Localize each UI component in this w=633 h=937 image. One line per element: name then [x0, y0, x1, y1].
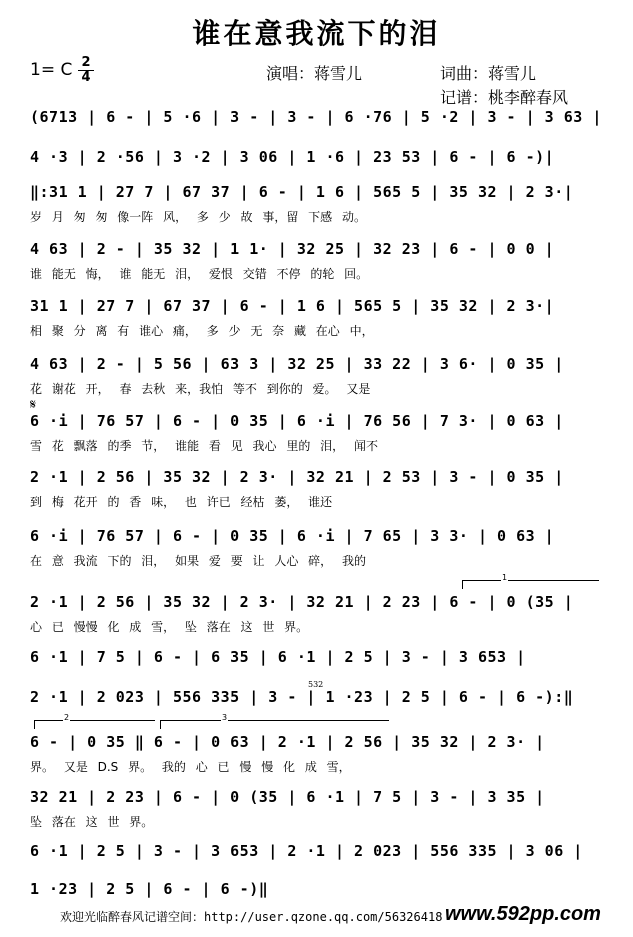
notation-row: 6 ·1 | 2 5 | 3 - | 3 653 | 2 ·1 | 2 023 | 556 335 | 3 06 |	[30, 842, 583, 860]
notation-row: 32 21 | 2 23 | 6 - | 0 (35 | 6 ·1 | 7 5 | 3 - | 3 35 |	[30, 788, 545, 806]
song-title: 谁在意我流下的泪	[192, 17, 441, 50]
notation-row: 1 ·23 | 2 5 | 6 - | 6 -)‖	[30, 880, 269, 898]
second-ending-bracket	[34, 713, 155, 729]
site-watermark: www.592pp.com	[445, 903, 601, 925]
segno-sign: 𝄋	[30, 397, 37, 413]
notation-row: 4 63 | 2 - | 5 56 | 63 3 | 32 25 | 33 22 | 3 6· | 0 35 |	[30, 355, 564, 373]
meter-top: 2	[81, 55, 91, 70]
notation-row: 4 ·3 | 2 ·56 | 3 ·2 | 3 06 | 1 ·6 | 23 53 | 6 - | 6 -)|	[30, 148, 555, 166]
notation-row: 4 63 | 2 - | 35 32 | 1 1· | 32 25 | 32 23 | 6 - | 0 0 |	[30, 240, 555, 258]
lyrics-row: 在 意 我流 下的 泪， 如果 爱 要 让 人心 碎， 我的	[30, 554, 366, 568]
lyrics-row: 心 已 慢慢 化 成 雪， 坠 落在 这 世 界。	[30, 620, 309, 634]
first-ending-label: 1	[502, 573, 508, 582]
notation-row: 6 ·i | 76 57 | 6 - | 0 35 | 6 ·i | 7 65 | 3 3· | 0 63 |	[30, 527, 555, 545]
notation-row: 6 ·i | 76 57 | 6 - | 0 35 | 6 ·i | 76 56 | 7 3· | 0 63 |	[30, 412, 564, 430]
lyrics-row: 花 谢花 开， 春 去秋 来，我怕 等不 到你的 爱。 又是	[30, 382, 371, 396]
lyrics-row: 坠 落在 这 世 界。	[30, 815, 154, 829]
lyrics-row: 雪 花 飘落 的季 节， 谁能 看 见 我心 里的 泪， 闻不	[30, 439, 378, 453]
singer-credit: 演唱：蒋雪儿	[266, 64, 363, 83]
time-signature	[78, 57, 94, 84]
notation-row: ‖:31 1 | 27 7 | 67 37 | 6 - | 1 6 | 565 5 | 35 32 | 2 3·|	[30, 183, 574, 201]
third-ending-label: 3	[222, 713, 228, 722]
lyrics-row: 界。 又是 D.S 界。 我的 心 已 慢 慢 化 成 雪，	[30, 760, 351, 774]
notation-row: 2 ·1 | 2 56 | 35 32 | 2 3· | 32 21 | 2 53 | 3 - | 0 35 |	[30, 468, 564, 486]
second-ending-label: 2	[64, 713, 70, 722]
grace-notes: 532	[308, 680, 324, 689]
first-ending-bracket	[462, 573, 599, 589]
lyrics-row: 到 梅 花开 的 香 味， 也 许已 经枯 萎， 谁还	[30, 495, 333, 509]
footer-link-text: 欢迎光临醉春风记谱空间：http://user.qzone.qq.com/56326418	[60, 910, 443, 924]
lyrics-row: 谁 能无 悔， 谁 能无 泪， 爱恨 交错 不停 的轮 回。	[30, 267, 369, 281]
lyrics-row: 岁 月 匆 匆 像一阵 风， 多 少 故 事，留 下感 动。	[30, 210, 366, 224]
key-signature: 1= C	[30, 60, 73, 80]
transcriber-credit: 记谱：桃李醉春风	[440, 88, 569, 107]
notation-row: (6713 | 6 - | 5 ·6 | 3 - | 3 - | 6 ·76 | 5 ·2 | 3 - | 3 63 |	[30, 108, 602, 126]
notation-row: 31 1 | 27 7 | 67 37 | 6 - | 1 6 | 565 5 | 35 32 | 2 3·|	[30, 297, 555, 315]
third-ending-bracket	[160, 713, 389, 729]
notation-row: 2 ·1 | 2 023 | 556 335 | 3 - | 1 ·23 | 2 5 | 6 - | 6 -):‖	[30, 688, 574, 706]
composer-credit: 词曲：蒋雪儿	[440, 64, 537, 83]
notation-row: 6 - | 0 35 ‖ 6 - | 0 63 | 2 ·1 | 2 56 | 35 32 | 2 3· |	[30, 733, 545, 751]
lyrics-row: 相 聚 分 离 有 谁心 痛， 多 少 无 奈 藏 在心 中，	[30, 324, 374, 338]
notation-row: 6 ·1 | 7 5 | 6 - | 6 35 | 6 ·1 | 2 5 | 3 - | 3 653 |	[30, 648, 526, 666]
notation-row: 2 ·1 | 2 56 | 35 32 | 2 3· | 32 21 | 2 23 | 6 - | 0 (35 |	[30, 593, 574, 611]
meter-bottom: 4	[81, 70, 91, 85]
